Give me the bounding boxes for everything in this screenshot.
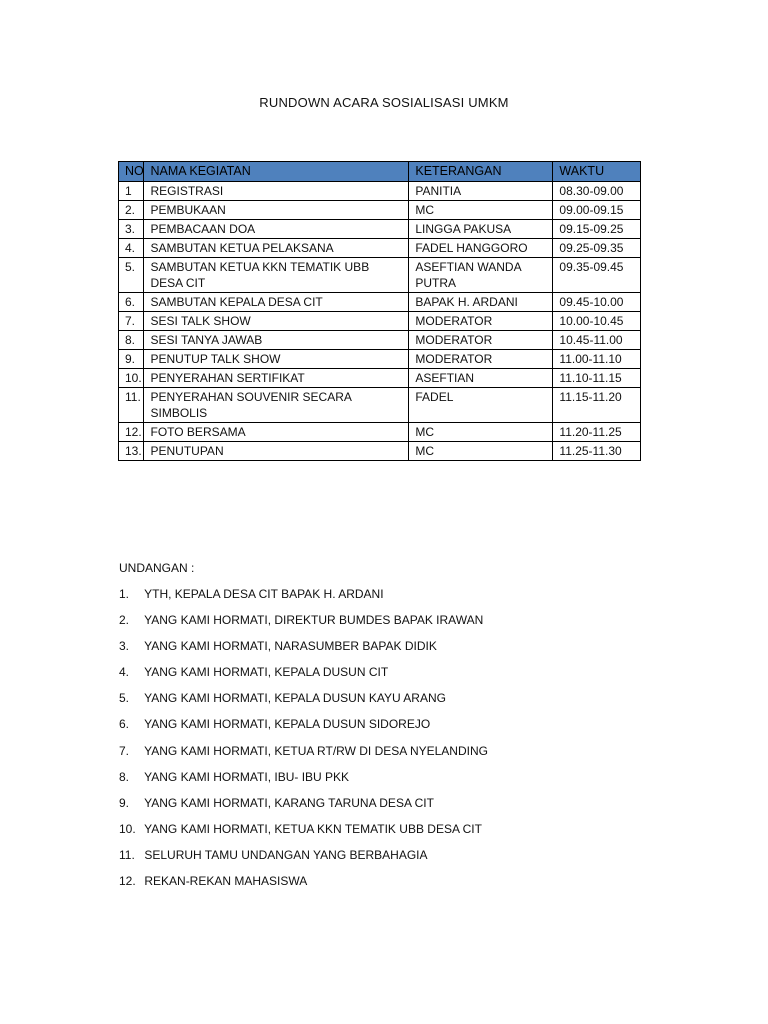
list-item bbox=[119, 769, 719, 785]
table-row bbox=[119, 239, 641, 258]
header-keterangan: KETERANGAN bbox=[409, 162, 553, 182]
rundown-table bbox=[118, 161, 641, 461]
table-row bbox=[119, 293, 641, 312]
cell-keterangan: MODERATOR bbox=[409, 312, 553, 331]
list-item-text: YANG KAMI HORMATI, KARANG TARUNA DESA CIT bbox=[144, 795, 434, 810]
cell-keterangan: BAPAK H. ARDANI bbox=[409, 293, 553, 312]
list-item bbox=[119, 847, 719, 863]
cell-no: 9. bbox=[119, 350, 144, 369]
cell-waktu: 09.15-09.25 bbox=[553, 220, 641, 239]
list-item-text: YANG KAMI HORMATI, DIREKTUR BUMDES BAPAK IRAWAN bbox=[144, 613, 484, 628]
table-row bbox=[119, 388, 641, 423]
list-item bbox=[119, 586, 719, 602]
list-item-number: 3. bbox=[119, 639, 130, 654]
table-row bbox=[119, 220, 641, 239]
list-item bbox=[119, 743, 719, 759]
table-row bbox=[119, 350, 641, 369]
list-item-number: 2. bbox=[119, 613, 130, 628]
cell-waktu: 09.00-09.15 bbox=[553, 201, 641, 220]
list-item bbox=[119, 821, 719, 837]
list-item-text: YANG KAMI HORMATI, KEPALA DUSUN CIT bbox=[144, 665, 389, 680]
cell-nama-kegiatan: PEMBUKAAN bbox=[144, 201, 409, 220]
list-item-number: 9. bbox=[119, 795, 130, 810]
cell-nama-kegiatan: SAMBUTAN KEPALA DESA CIT bbox=[144, 293, 409, 312]
cell-keterangan: MC bbox=[409, 423, 553, 442]
cell-nama-kegiatan: PENYERAHAN SERTIFIKAT bbox=[144, 369, 409, 388]
list-item bbox=[119, 664, 719, 680]
undangan-section bbox=[119, 560, 719, 899]
list-item-number: 11. bbox=[119, 847, 135, 862]
cell-keterangan: ASEFTIAN bbox=[409, 369, 553, 388]
cell-no: 10. bbox=[119, 369, 144, 388]
list-item-number: 10. bbox=[119, 821, 136, 836]
cell-nama-kegiatan: PENYERAHAN SOUVENIR SECARA SIMBOLIS bbox=[144, 388, 409, 423]
list-item-number: 8. bbox=[119, 769, 130, 784]
list-item-text: YANG KAMI HORMATI, NARASUMBER BAPAK DIDIK bbox=[144, 639, 437, 654]
list-item-text: YANG KAMI HORMATI, IBU- IBU PKK bbox=[144, 769, 350, 784]
cell-waktu: 08.30-09.00 bbox=[553, 182, 641, 201]
cell-no: 5. bbox=[119, 258, 144, 293]
cell-no: 13. bbox=[119, 442, 144, 461]
cell-waktu: 11.15-11.20 bbox=[553, 388, 641, 423]
header-nama-kegiatan: NAMA KEGIATAN bbox=[144, 162, 409, 182]
list-item-text: YANG KAMI HORMATI, KETUA KKN TEMATIK UBB DESA CIT bbox=[144, 821, 482, 836]
cell-no: 2. bbox=[119, 201, 144, 220]
cell-keterangan: FADEL HANGGORO bbox=[409, 239, 553, 258]
cell-no: 6. bbox=[119, 293, 144, 312]
list-item-text: YANG KAMI HORMATI, KEPALA DUSUN SIDOREJO bbox=[144, 717, 431, 732]
table-row bbox=[119, 369, 641, 388]
cell-waktu: 10.00-10.45 bbox=[553, 312, 641, 331]
undangan-list bbox=[119, 586, 719, 889]
table-row bbox=[119, 331, 641, 350]
cell-waktu: 11.10-11.15 bbox=[553, 369, 641, 388]
list-item bbox=[119, 690, 719, 706]
cell-keterangan: LINGGA PAKUSA bbox=[409, 220, 553, 239]
list-item bbox=[119, 638, 719, 654]
cell-waktu: 11.25-11.30 bbox=[553, 442, 641, 461]
cell-keterangan: ASEFTIAN WANDA PUTRA bbox=[409, 258, 553, 293]
list-item-text: YTH, KEPALA DESA CIT BAPAK H. ARDANI bbox=[144, 587, 384, 601]
list-item-number: 4. bbox=[119, 665, 130, 680]
cell-waktu: 09.45-10.00 bbox=[553, 293, 641, 312]
cell-keterangan: MC bbox=[409, 442, 553, 461]
list-item-number: 1. bbox=[119, 587, 130, 601]
cell-nama-kegiatan: REGISTRASI bbox=[144, 182, 409, 201]
list-item-number: 7. bbox=[119, 743, 130, 758]
cell-waktu: 11.20-11.25 bbox=[553, 423, 641, 442]
list-item bbox=[119, 795, 719, 811]
cell-waktu: 10.45-11.00 bbox=[553, 331, 641, 350]
cell-nama-kegiatan: PENUTUPAN bbox=[144, 442, 409, 461]
cell-waktu: 09.35-09.45 bbox=[553, 258, 641, 293]
table-row bbox=[119, 258, 641, 293]
cell-keterangan: PANITIA bbox=[409, 182, 553, 201]
list-item bbox=[119, 612, 719, 628]
table-header-row bbox=[119, 162, 641, 182]
cell-nama-kegiatan: SESI TANYA JAWAB bbox=[144, 331, 409, 350]
cell-nama-kegiatan: FOTO BERSAMA bbox=[144, 423, 409, 442]
cell-no: 3. bbox=[119, 220, 144, 239]
cell-nama-kegiatan: SESI TALK SHOW bbox=[144, 312, 409, 331]
cell-keterangan: MODERATOR bbox=[409, 331, 553, 350]
list-item-text: YANG KAMI HORMATI, KEPALA DUSUN KAYU ARANG bbox=[144, 691, 446, 706]
table-row bbox=[119, 312, 641, 331]
header-waktu: WAKTU bbox=[553, 162, 641, 182]
list-item-number: 5. bbox=[119, 691, 130, 706]
table-row bbox=[119, 442, 641, 461]
undangan-heading: UNDANGAN : bbox=[119, 561, 195, 575]
cell-keterangan: MODERATOR bbox=[409, 350, 553, 369]
cell-keterangan: FADEL bbox=[409, 388, 553, 423]
list-item-number: 12. bbox=[119, 874, 136, 889]
cell-no: 7. bbox=[119, 312, 144, 331]
cell-no: 1 bbox=[119, 182, 144, 201]
cell-nama-kegiatan: SAMBUTAN KETUA PELAKSANA bbox=[144, 239, 409, 258]
table-row bbox=[119, 423, 641, 442]
list-item bbox=[119, 873, 719, 889]
list-item-text: YANG KAMI HORMATI, KETUA RT/RW DI DESA NYELANDING bbox=[144, 743, 488, 758]
cell-keterangan: MC bbox=[409, 201, 553, 220]
header-no: NO bbox=[119, 162, 144, 182]
table-row bbox=[119, 182, 641, 201]
cell-no: 11. bbox=[119, 388, 144, 423]
cell-waktu: 11.00-11.10 bbox=[553, 350, 641, 369]
cell-no: 8. bbox=[119, 331, 144, 350]
list-item-number: 6. bbox=[119, 717, 130, 732]
cell-nama-kegiatan: SAMBUTAN KETUA KKN TEMATIK UBB DESA CIT bbox=[144, 258, 409, 293]
document-title: RUNDOWN ACARA SOSIALISASI UMKM bbox=[259, 95, 509, 110]
cell-no: 4. bbox=[119, 239, 144, 258]
cell-nama-kegiatan: PENUTUP TALK SHOW bbox=[144, 350, 409, 369]
cell-no: 12. bbox=[119, 423, 144, 442]
list-item-text: REKAN-REKAN MAHASISWA bbox=[144, 874, 308, 889]
cell-nama-kegiatan: PEMBACAAN DOA bbox=[144, 220, 409, 239]
list-item bbox=[119, 716, 719, 732]
cell-waktu: 09.25-09.35 bbox=[553, 239, 641, 258]
list-item-text: SELURUH TAMU UNDANGAN YANG BERBAHAGIA bbox=[144, 847, 428, 862]
table-row bbox=[119, 201, 641, 220]
